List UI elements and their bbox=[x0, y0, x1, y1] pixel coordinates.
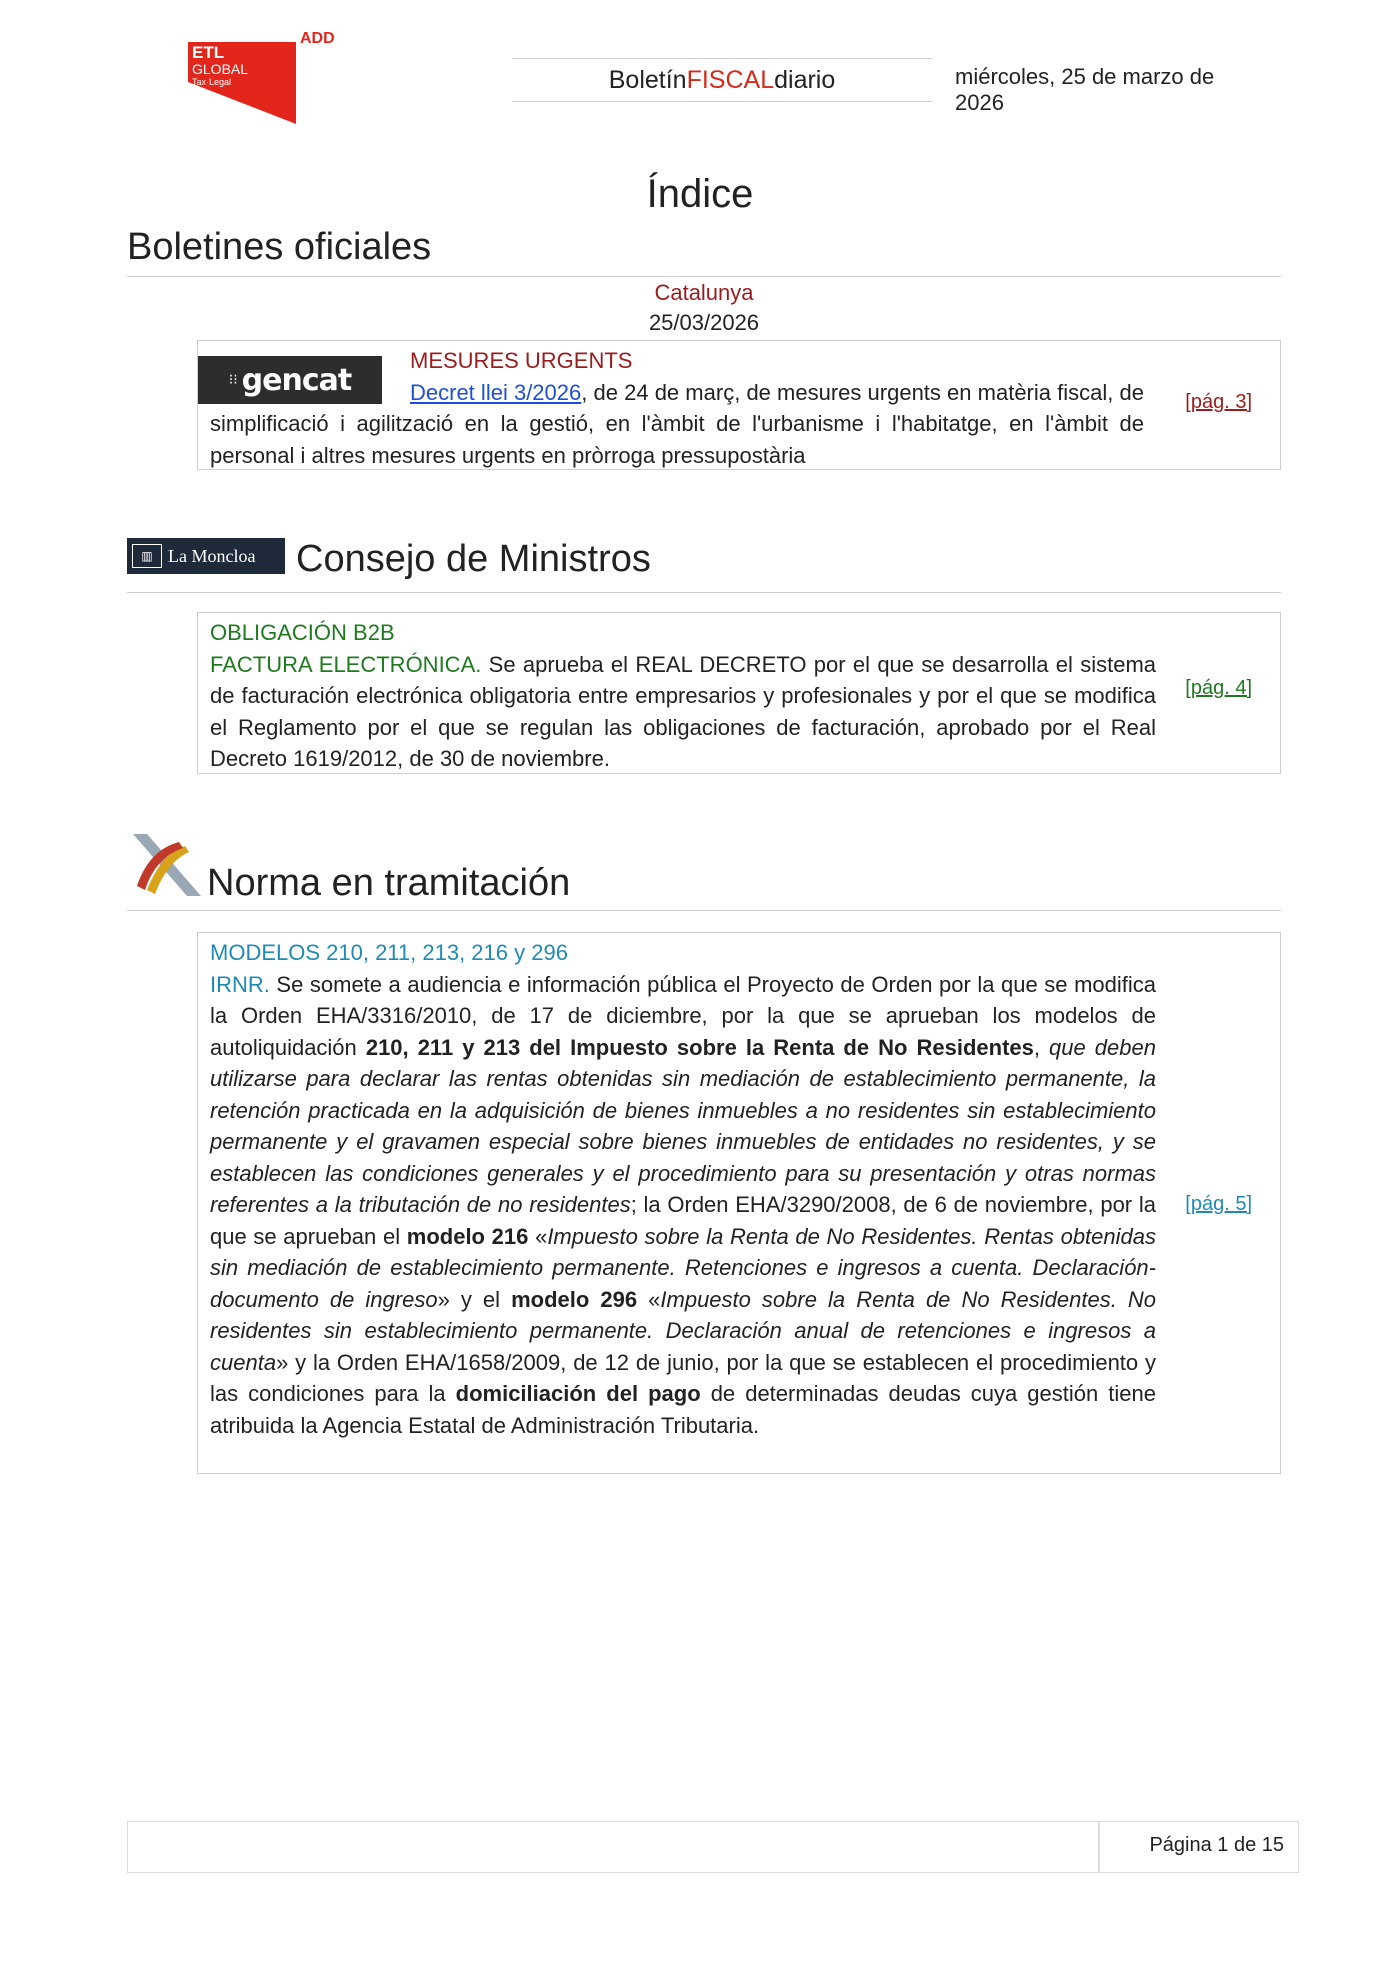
bulletin-title-post: diario bbox=[774, 65, 836, 94]
entry-text: » y la Orden EHA/1658/2009, de 12 de junio, por la que se establecen el procedimiento y las condiciones para la bbox=[210, 1349, 1156, 1406]
page-ref-link[interactable]: [pág. 5] bbox=[1185, 1193, 1252, 1215]
logo-etl-text: ETL bbox=[192, 43, 225, 62]
entry-bold-text: 210, 211 y 213 del Impuesto sobre la Renta de No Residentes bbox=[365, 1034, 1034, 1060]
moncloa-building-icon: ▥ bbox=[132, 544, 162, 568]
logo-taxlegal-text: Tax·Legal bbox=[192, 77, 232, 87]
bulletin-title-pre: Boletín bbox=[608, 65, 687, 94]
etl-global-logo bbox=[188, 28, 335, 124]
entry-bold-text: modelo 296 bbox=[511, 1286, 638, 1312]
entry-text: de determinadas deudas cuya gestión tiene atribuida la Agencia Estatal de Administración Tributaria. bbox=[210, 1381, 1156, 1438]
entry-subkeyword: IRNR. bbox=[210, 971, 270, 997]
entry-text: Se aprueba el REAL DECRETO por el que se desarrolla el sistema de facturación electrónica obligatoria entre empresarios y profesionales y por el que se modifica el Reglamento por el que se regulan las obligaciones de facturación, aprobado por el Real Decreto 1619/2012, de 30 de noviembre. bbox=[210, 651, 1157, 771]
entry-keyword: MESURES URGENTS bbox=[410, 348, 633, 373]
entry-text: ; la Orden EHA/3290/2008, de 6 de noviembre, por la que se aprueban el bbox=[210, 1192, 1156, 1249]
entry-text: » y el bbox=[437, 1286, 512, 1312]
entry-text: « bbox=[528, 1223, 548, 1249]
agencia-tributaria-icon bbox=[127, 824, 205, 900]
entry-body bbox=[210, 617, 1156, 775]
page-number: Página 1 de 15 bbox=[1149, 1834, 1284, 1856]
section-title-boletines: Boletines oficiales bbox=[127, 226, 432, 268]
entry-text: , bbox=[1033, 1034, 1050, 1060]
page-ref-link[interactable]: [pág. 4] bbox=[1185, 677, 1252, 699]
logo-global-text: GLOBAL bbox=[192, 61, 249, 77]
entry-link-decret[interactable]: Decret llei 3/2026 bbox=[410, 379, 582, 405]
entry-keyword: OBLIGACIÓN B2B bbox=[210, 620, 395, 645]
region-heading bbox=[127, 280, 1281, 336]
entry-bold-text: domiciliación del pago bbox=[455, 1381, 701, 1406]
index-title: Índice bbox=[646, 172, 754, 216]
entry-text: , de 24 de març, de mesures urgents en matèria fiscal, de simplificació i agilització en la gestió, en l'àmbit de l'urbanisme i l'habitatge, en l'àmbit de personal i altres mesures urgents en pròrroga pressupostària bbox=[210, 379, 1144, 468]
la-moncloa-logo bbox=[127, 538, 285, 574]
bulletin-date: miércoles, 25 de marzo de 2026 bbox=[955, 64, 1215, 115]
region-name: Catalunya bbox=[654, 280, 754, 305]
section-norma-tramitacion bbox=[127, 820, 1281, 911]
section-consejo-ministros bbox=[127, 536, 1281, 593]
entry-mesures-urgents bbox=[197, 340, 1281, 470]
entry-subkeyword: FACTURA ELECTRÓNICA. bbox=[210, 651, 482, 677]
entry-text: « bbox=[637, 1286, 661, 1312]
entry-modelos-irnr bbox=[197, 932, 1281, 1474]
entry-italic-text: Impuesto sobre la Renta de No Residentes. Rentas obtenidas sin mediación de establecimiento permanente. Retenciones e ingresos a cuenta. Declaración-documento de ingreso bbox=[210, 1223, 1156, 1312]
moncloa-logo-text: La Moncloa bbox=[168, 545, 256, 566]
entry-bold-text: modelo 216 bbox=[406, 1223, 529, 1249]
entry-keyword: MODELOS 210, 211, 213, 216 y 296 bbox=[210, 940, 568, 965]
page-ref-link[interactable]: [pág. 3] bbox=[1185, 391, 1252, 413]
section-boletines-oficiales bbox=[127, 226, 1281, 277]
logo-add-text: ADD bbox=[300, 30, 335, 47]
entry-obligacion-b2b bbox=[197, 612, 1281, 774]
region-date: 25/03/2026 bbox=[648, 310, 760, 335]
entry-text: Se somete a audiencia e información pública el Proyecto de Orden por la que se modifica la Orden EHA/3316/2010, de 17 de diciembre, por la que se aprueban los modelos de autoliquidación bbox=[210, 971, 1156, 1060]
footer-divider bbox=[1098, 1822, 1100, 1872]
entry-body bbox=[210, 345, 1144, 471]
gencat-logo-text: gencat bbox=[241, 362, 352, 398]
entry-body bbox=[210, 937, 1156, 1441]
bulletin-title bbox=[512, 58, 932, 102]
bulletin-title-fiscal: FISCAL bbox=[686, 65, 775, 94]
gencat-dots-icon: ⁝⁝ bbox=[228, 372, 238, 388]
page-footer bbox=[127, 1821, 1299, 1873]
entry-italic-text: Impuesto sobre la Renta de No Residentes. No residentes sin establecimiento permanente. Declaración anual de retenciones e ingresos a cuenta bbox=[210, 1286, 1156, 1375]
entry-italic-text: que deben utilizarse para declarar las rentas obtenidas sin mediación de establecimiento permanente, la retención practicada en la adquisición de bienes inmuebles a no residentes sin establecimiento permanente y el gravamen especial sobre bienes inmuebles de entidades no residentes, y se establecen las condiciones generales y el procedimiento para su presentación y otras normas referentes a la tributación de no residentes bbox=[210, 1034, 1156, 1217]
section-title-norma: Norma en tramitación bbox=[207, 862, 571, 904]
section-title-consejo: Consejo de Ministros bbox=[296, 538, 651, 580]
